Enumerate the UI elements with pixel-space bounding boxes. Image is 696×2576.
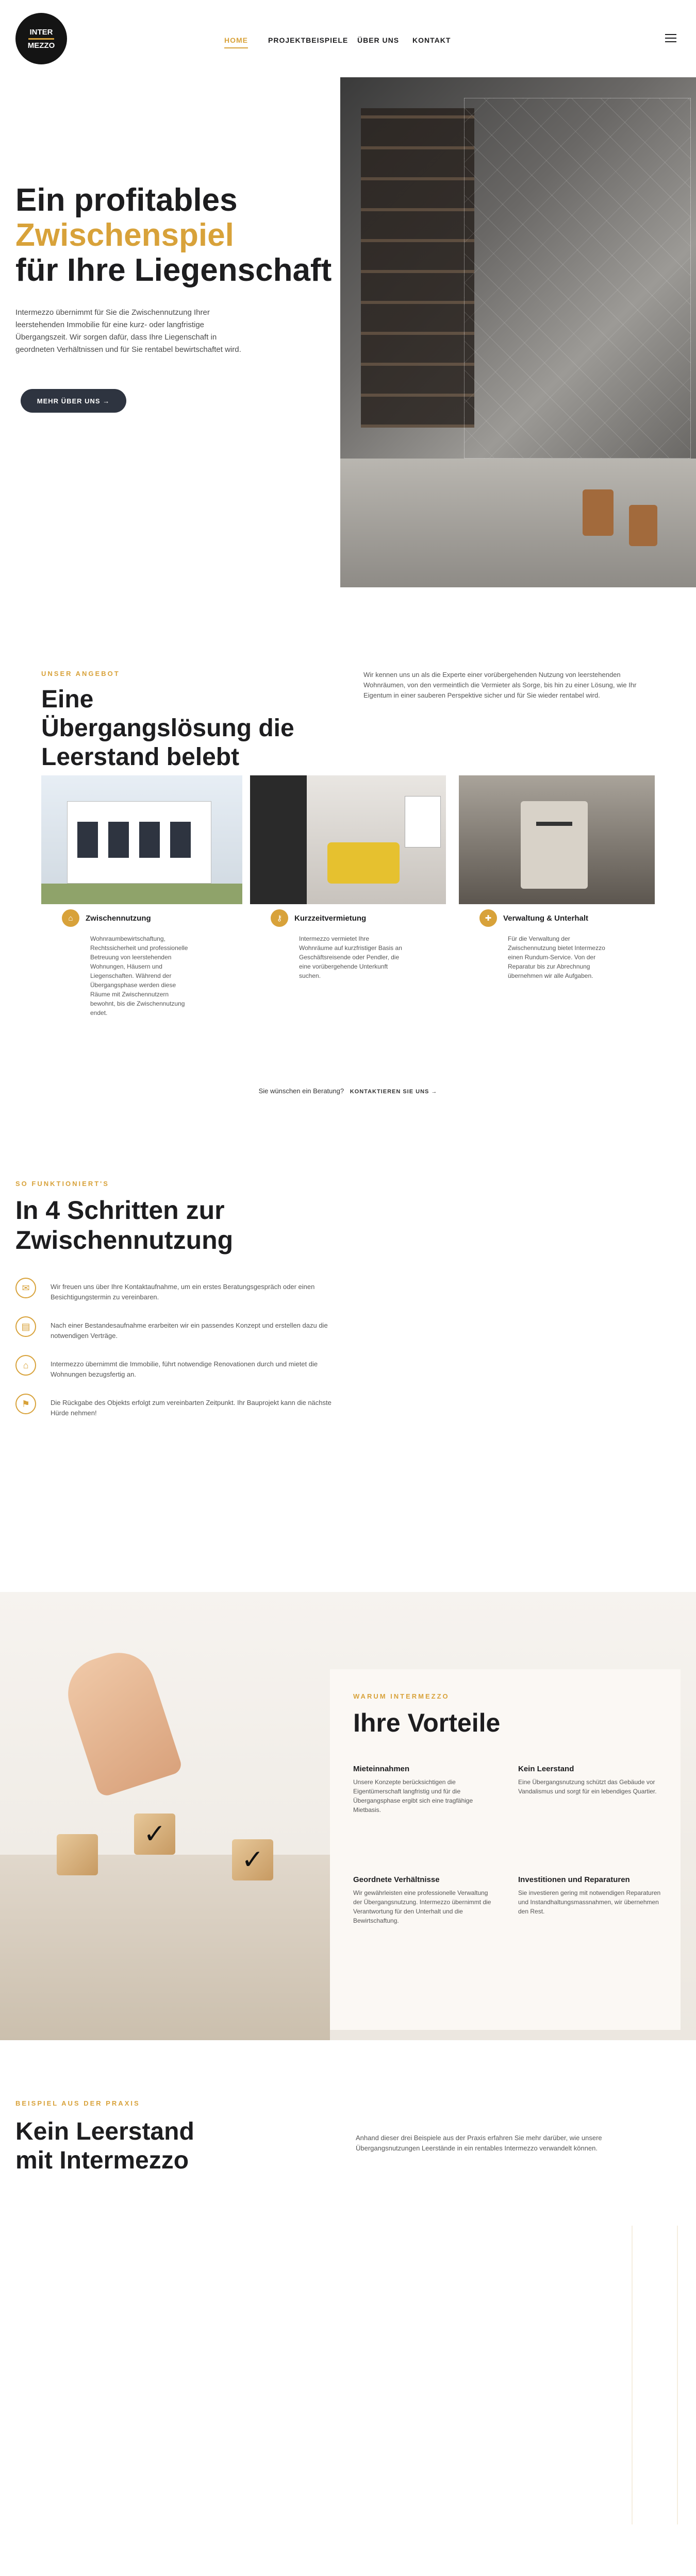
hero-title-line3: für Ihre Liegenschaft — [15, 252, 332, 288]
offer-card-kurzzeitvermietung[interactable] — [250, 775, 446, 992]
advantage-kein-leerstand — [518, 1765, 662, 1796]
nav-ueber-uns[interactable]: ÜBER UNS — [357, 36, 400, 44]
logo-text-bottom: MEZZO — [27, 41, 55, 50]
consult-cta-text: Sie wünschen ein Beratung? — [258, 1087, 344, 1095]
card-image — [459, 775, 655, 904]
logo-text-top: INTER — [29, 27, 53, 37]
hero-title — [15, 183, 345, 288]
step-1 — [15, 1278, 345, 1302]
about-us-button[interactable]: MEHR ÜBER UNS → — [21, 389, 126, 413]
consult-cta — [0, 1087, 696, 1095]
advantage-text: Wir gewährleisten eine professionelle Verwaltung der Übergangsnutzung. Intermezzo übernimmt die Verantwortung für den Unterhalt und die Bewirtschaftung. — [353, 1889, 491, 1924]
key-icon: ⚷ — [271, 909, 288, 927]
offer-text: Wir kennen uns un als die Experte einer vorübergehenden Nutzung von leerstehenden Wohnräumen, von den vermeintlich die Vermieter als Sorge, bis hin zu einer Lösung, wie Ihr Eigentum in einer sauberen Perspektive sicher und für Sie wieder rentabel wird. — [363, 671, 637, 699]
steps-title: In 4 Schritten zur Zwischennutzung — [15, 1196, 234, 1255]
advantage-title: Mieteinnahmen — [353, 1765, 410, 1773]
menu-icon[interactable] — [665, 34, 676, 43]
offer-eyebrow: UNSER ANGEBOT — [41, 670, 120, 677]
document-icon: ▤ — [15, 1316, 36, 1337]
step-2 — [15, 1316, 345, 1341]
contact-link[interactable]: KONTAKTIEREN SIE UNS → — [350, 1089, 438, 1095]
advantage-title: Kein Leerstand — [518, 1765, 574, 1773]
step-3 — [15, 1355, 345, 1380]
practice-title: Kein Leerstand mit Intermezzo — [15, 2118, 194, 2174]
logo-bar — [28, 38, 54, 40]
nav-home[interactable]: HOME — [224, 36, 248, 48]
advantage-title: Geordnete Verhältnisse — [353, 1875, 440, 1884]
step-text: Intermezzo übernimmt die Immobilie, führt notwendige Renovationen durch und mietet die Wohnungen bezugsfertig an. — [51, 1360, 318, 1378]
card-image — [250, 775, 446, 904]
offer-card-verwaltung[interactable] — [459, 775, 655, 992]
card-title: Zwischennutzung — [86, 913, 151, 923]
tools-icon: ✚ — [479, 909, 497, 927]
card-text: Intermezzo vermietet Ihre Wohnräume auf kurzfristiger Basis an Geschäftsreisende oder Pendler, die eine vorübergehende Unterkunft suchen. — [299, 935, 402, 979]
advantage-investitionen — [518, 1875, 662, 1916]
nav-projektbeispiele[interactable]: PROJEKTBEISPIELE — [268, 36, 349, 44]
card-text: Für die Verwaltung der Zwischennutzung bietet Intermezzo einen Rundum-Service. Von der Reparatur bis zur Abrechnung übernehmen wir alle Aufgaben. — [508, 935, 605, 979]
logo[interactable] — [15, 13, 67, 64]
advantages-title: Ihre Vorteile — [353, 1708, 501, 1737]
chat-icon: ✉ — [15, 1278, 36, 1298]
offer-card-zwischennutzung[interactable] — [41, 775, 242, 1016]
offer-title: Eine Übergangslösung die Leerstand belebt — [41, 686, 294, 771]
card-image — [41, 775, 242, 904]
step-text: Wir freuen uns über Ihre Kontaktaufnahme, um ein erstes Beratungsgespräch oder einen Besichtigungstermin zu vereinbaren. — [51, 1283, 315, 1301]
step-text: Die Rückgabe des Objekts erfolgt zum vereinbarten Zeitpunkt. Ihr Bauprojekt kann die nächste Hürde nehmen! — [51, 1399, 332, 1417]
advantage-text: Unsere Konzepte berücksichtigen die Eigentümerschaft langfristig und für die Übergangsphase ergibt sich eine tragfähige Mietbasis. — [353, 1778, 473, 1814]
decorative-stripe — [632, 2226, 678, 2524]
advantages-image: ✓ ✓ — [0, 1592, 696, 2040]
hero-title-line1: Ein profitables — [15, 182, 238, 218]
advantage-title: Investitionen und Reparaturen — [518, 1875, 630, 1884]
advantages-eyebrow: WARUM INTERMEZZO — [353, 1692, 450, 1700]
card-text: Wohnraumbewirtschaftung, Rechtssicherheit und professionelle Betreuung von leerstehenden Wohnungen, Häusern und Liegenschaften. Während der Übergangsphase werden diese Räume mit Zwischennutzern bewohnt, bis die Zwischennutzung endet. — [90, 935, 188, 1016]
flag-icon: ⚑ — [15, 1394, 36, 1414]
advantage-text: Sie investieren gering mit notwendigen Reparaturen und Instandhaltungsmassnahmen, wir übernehmen den Rest. — [518, 1889, 661, 1915]
nav-kontakt[interactable]: KONTAKT — [412, 36, 451, 44]
advantage-text: Eine Übergangsnutzung schützt das Gebäude vor Vandalismus und sorgt für ein lebendiges Quartier. — [518, 1778, 657, 1795]
advantage-mieteinnahmen — [353, 1765, 498, 1815]
home-icon: ⌂ — [62, 909, 79, 927]
hero-text: Intermezzo übernimmt für Sie die Zwischennutzung Ihrer leerstehenden Immobilie für eine kurz- oder langfristige Übergangszeit. Wir sorgen dafür, dass Ihre Liegenschaft in geordneten Verhältnissen und für Sie rentabel bewirtschaftet wird. — [15, 308, 241, 354]
step-text: Nach einer Bestandesaufnahme erarbeiten wir ein passendes Konzept und erstellen dazu die notwendigen Verträge. — [51, 1321, 328, 1340]
hero-image — [340, 77, 696, 587]
practice-text: Anhand dieser drei Beispiele aus der Praxis erfahren Sie mehr darüber, wie unsere Übergangsnutzungen Leerstände in ein rentables Intermezzo verwandelt können. — [356, 2134, 602, 2152]
card-title: Kurzzeitvermietung — [294, 913, 367, 923]
step-4 — [15, 1394, 345, 1418]
practice-eyebrow: BEISPIEL AUS DER PRAXIS — [15, 2099, 140, 2107]
steps-eyebrow: SO FUNKTIONIERT'S — [15, 1180, 109, 1188]
advantage-geordnete-verhaeltnisse — [353, 1875, 498, 1925]
site-header — [0, 0, 696, 77]
hero-title-highlight: Zwischenspiel — [15, 217, 234, 253]
card-title: Verwaltung & Unterhalt — [503, 913, 589, 923]
house-icon: ⌂ — [15, 1355, 36, 1376]
